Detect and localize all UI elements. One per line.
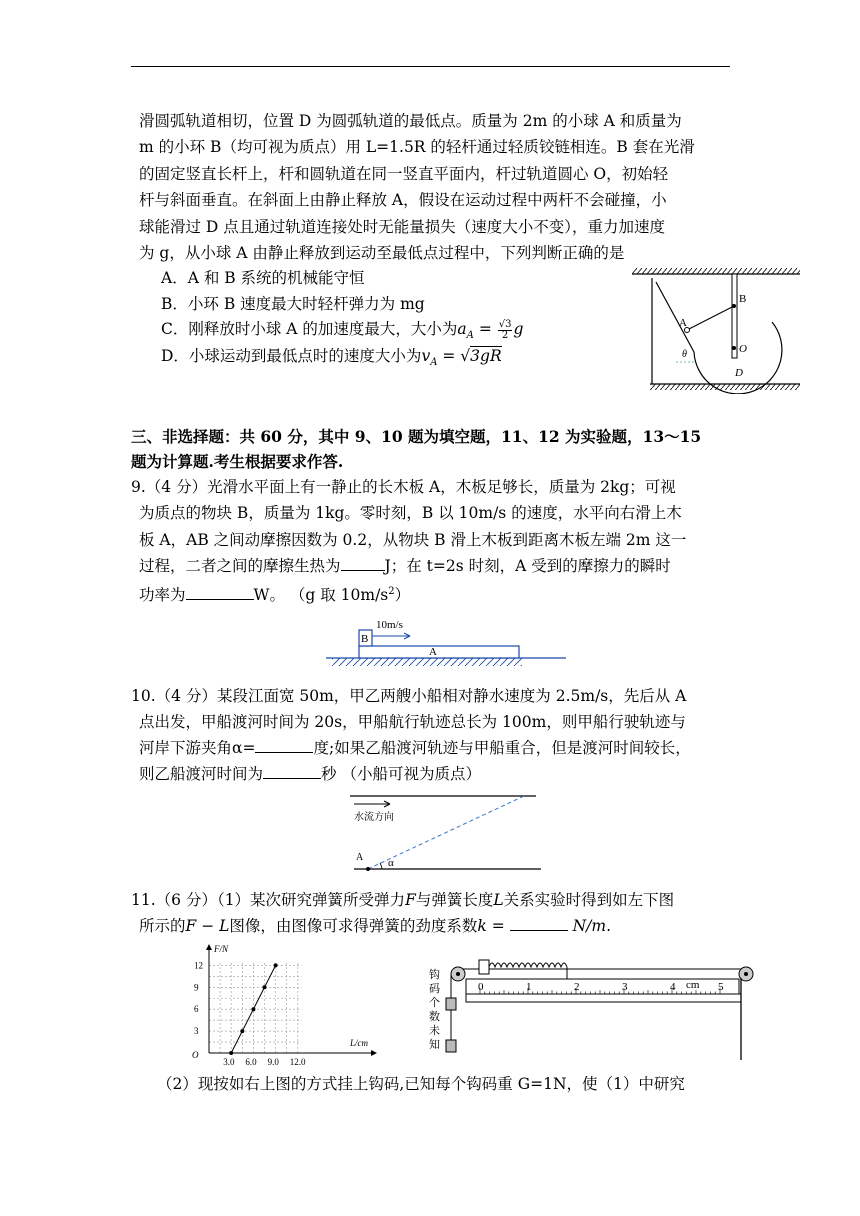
heat-answer-blank[interactable] — [341, 556, 385, 571]
equals: = — [473, 320, 497, 338]
y-tick-label: 3 — [194, 1026, 199, 1037]
q10-line-1: 10.（4 分）某段江面宽 50m，甲乙两艘小船相对静水速度为 2.5m/s，先后从 A — [131, 687, 687, 705]
left-pulley-hub — [456, 972, 460, 976]
q10-line-3 — [139, 738, 691, 758]
stiffness-answer-blank[interactable] — [510, 916, 568, 931]
q11-line-2 — [139, 916, 611, 936]
y-tick-label: 12 — [194, 960, 203, 971]
q8-option-d-text: D．小球运动到最低点时的速度大小为 — [161, 347, 422, 365]
right-pulley-hub — [744, 972, 748, 976]
data-point — [251, 1007, 255, 1011]
ground-hatch — [332, 658, 522, 666]
q8-line-4: 杆与斜面垂直。在斜面上由静止释放 A，假设在运动过程中两杆不会碰撞，小 — [139, 191, 667, 209]
y-tick-label: 6 — [194, 1004, 199, 1015]
q8-option-a: A．A 和 B 系统的机械能守恒 — [161, 269, 365, 287]
g-symbol: g — [513, 320, 524, 338]
q9-line-5-c: ） — [394, 586, 411, 605]
center-o — [732, 346, 736, 350]
light-rod — [687, 306, 734, 330]
side-char-1: 钩 — [429, 969, 440, 981]
frac-num: √3 — [498, 318, 512, 330]
board-a — [359, 646, 519, 658]
unit: N/m — [572, 917, 607, 935]
data-point — [263, 985, 267, 989]
q8-line-5: 球能滑过 D 点且通过轨道连接处时无能量损失（速度大小不变），重力加速度 — [139, 218, 666, 236]
point-a — [366, 867, 370, 871]
data-point — [274, 963, 278, 967]
data-point — [240, 1029, 244, 1033]
velocity-symbol: v — [421, 347, 431, 365]
point-a-label: A — [356, 852, 364, 863]
x-tick-label: 3.0 — [223, 1057, 235, 1066]
graph-grid — [209, 962, 302, 1053]
data-point — [229, 1051, 233, 1055]
q10-line-4-a: 则乙船渡河时间为 — [139, 765, 264, 783]
side-char-5: 未 — [429, 1025, 440, 1037]
incline — [656, 282, 694, 352]
side-char-3: 个 — [429, 997, 440, 1009]
x-tick-label: 9.0 — [267, 1057, 279, 1066]
power-answer-blank[interactable] — [186, 585, 254, 600]
label-o: O — [739, 343, 747, 355]
q11-line-1-a: 11.（6 分）（1）某次研究弹簧所受弹力 — [131, 891, 406, 909]
scale-3: 3 — [622, 981, 628, 993]
x-axis-arrow — [371, 1050, 377, 1056]
label-b: B — [739, 293, 747, 305]
scale-4: 4 — [670, 981, 676, 993]
q8-line-1: 滑圆弧轨道相切，位置 D 为圆弧轨道的最低点。质量为 2m 的小球 A 和质量为 — [139, 112, 682, 130]
q10-line-4 — [139, 764, 481, 784]
angle-answer-blank[interactable] — [255, 738, 313, 753]
y-ticks — [194, 960, 203, 1036]
q9-line-1: 9.（4 分）光滑水平面上有一静止的长木板 A，木板足够长，质量为 2kg；可视 — [131, 478, 676, 496]
q10-figure — [346, 790, 546, 872]
side-char-6: 知 — [429, 1039, 440, 1051]
side-char-2: 码 — [429, 983, 440, 995]
y-tick-label: 9 — [194, 982, 199, 993]
label-a: A — [679, 317, 687, 329]
q10-line-3-a: 河岸下游夹角α= — [139, 739, 256, 757]
vertical-rod — [732, 274, 737, 358]
scale-5: 5 — [718, 981, 724, 993]
q9-line-2: 为质点的物块 B，质量为 1kg。零时刻，B 以 10m/s 的速度，水平向右滑上木 — [139, 504, 682, 522]
q10-line-2: 点出发，甲船渡河时间为 20s，甲船航行轨迹总长为 100m，则甲船行驶轨迹与 — [139, 713, 686, 731]
ring-b — [732, 304, 736, 308]
section3-line-2: 题为计算题.考生根据要求作答. — [131, 452, 344, 471]
length-symbol: L — [493, 891, 504, 909]
q11-line-1 — [131, 890, 674, 910]
x-axis-label: L/cm — [350, 1038, 368, 1048]
equals: = — [437, 347, 461, 365]
block-b-label: B — [361, 633, 369, 645]
q11-line-3: （2）现按如右上图的方式挂上钩码,已知每个钩码重 G=1N，使（1）中研究 — [157, 1075, 685, 1093]
y-axis-arrow — [206, 944, 212, 950]
floor-hatch — [650, 384, 800, 390]
q9-line-4-a: 过程，二者之间的摩擦生热为 — [139, 557, 341, 575]
q10-line-4-b: 秒 （小船可视为质点） — [321, 765, 481, 783]
scale-unit: cm — [686, 979, 700, 991]
q9-line-4-b: J；在 t=2s 时刻，A 受到的摩擦力的瞬时 — [384, 557, 671, 575]
origin-label: O — [192, 1050, 199, 1060]
x-ticks — [223, 1057, 306, 1066]
q11-line-1-c: 关系实验时得到如左下图 — [503, 891, 675, 909]
q9-figure — [326, 616, 570, 672]
board-a-label: A — [429, 646, 437, 658]
spring-clip — [479, 960, 489, 974]
q9-line-5-b: W。 （g 取 10m/s — [253, 586, 389, 605]
weight-1 — [446, 998, 456, 1010]
q8-option-c-text: C．刚释放时小球 A 的加速度最大，大小为 — [161, 320, 458, 338]
scale-1: 1 — [526, 981, 532, 993]
q8-option-c — [161, 319, 523, 346]
y-axis-label: F/N — [214, 944, 229, 954]
header-rule — [131, 66, 730, 67]
scale-0: 0 — [478, 981, 484, 993]
k-symbol: k — [477, 917, 487, 935]
sqrt-radicand: 3gR — [470, 347, 502, 365]
time-answer-blank[interactable] — [263, 764, 321, 779]
spring-apparatus — [424, 948, 764, 1064]
speed-label: 10m/s — [376, 619, 403, 631]
side-label — [429, 967, 440, 1051]
period: . — [606, 917, 612, 935]
alpha-label: α — [388, 857, 394, 869]
frac-den: 2 — [501, 329, 509, 341]
x-tick-label: 12.0 — [289, 1057, 306, 1066]
sqrt-sign: √ — [460, 347, 471, 365]
q10-line-3-b: 度;如果乙船渡河轨迹与甲船重合，但是渡河时间较长， — [313, 739, 691, 757]
q8-option-b: B．小环 B 速度最大时轻杆弹力为 mg — [161, 295, 425, 313]
weight-2 — [446, 1040, 456, 1052]
f-l-graph — [184, 940, 380, 1066]
q11-line-2-b: 图像，由图像可求得弹簧的劲度系数 — [229, 917, 478, 935]
sqrt3-over-2 — [498, 320, 513, 341]
f-l-symbol: F − L — [185, 917, 230, 935]
q11-line-1-b: 与弹簧长度 — [415, 891, 494, 909]
q9-line-5-a: 功率为 — [139, 586, 186, 605]
section3-line-1: 三、非选择题：共 60 分，其中 9、10 题为填空题，11、12 为实验题，13～15 — [131, 427, 702, 446]
accel-subscript: A — [466, 330, 474, 342]
q8-line-3: 的固定竖直长杆上，杆和圆轨道在同一竖直平面内，杆过轨道圆心 O，初始轻 — [139, 165, 669, 183]
accel-symbol: a — [457, 320, 467, 338]
q8-figure — [632, 262, 802, 394]
velocity-subscript: A — [430, 357, 438, 369]
spring-coil — [489, 963, 567, 967]
flow-label: 水流方向 — [354, 812, 394, 823]
q11-line-2-a: 所示的 — [139, 917, 186, 935]
q9-line-5 — [139, 582, 410, 605]
alpha-arc — [380, 863, 382, 869]
scale-2: 2 — [574, 981, 580, 993]
q9-line-4 — [139, 556, 671, 576]
q8-option-d — [161, 346, 502, 373]
q8-line-6: 为 g，从小球 A 由静止释放到运动至最低点过程中，下列判断正确的是 — [139, 244, 625, 262]
circular-track — [694, 322, 782, 394]
equals: = — [486, 917, 510, 935]
q8-line-2: m 的小环 B（均可视为质点）用 L=1.5R 的轻杆通过轻质铰链相连。B 套在光滑 — [139, 138, 695, 156]
q9-line-3: 板 A，AB 之间动摩擦因数为 0.2，从物块 B 滑上木板到距离木板左端 2m 这一 — [139, 531, 687, 549]
force-symbol: F — [405, 891, 416, 909]
ceiling-hatch — [632, 268, 800, 274]
base-board — [466, 994, 741, 1002]
label-d: D — [735, 367, 743, 379]
side-char-4: 数 — [429, 1011, 440, 1023]
q9-exponent: 2 — [388, 586, 395, 597]
x-tick-label: 6.0 — [245, 1057, 257, 1066]
label-theta: θ — [682, 349, 687, 360]
